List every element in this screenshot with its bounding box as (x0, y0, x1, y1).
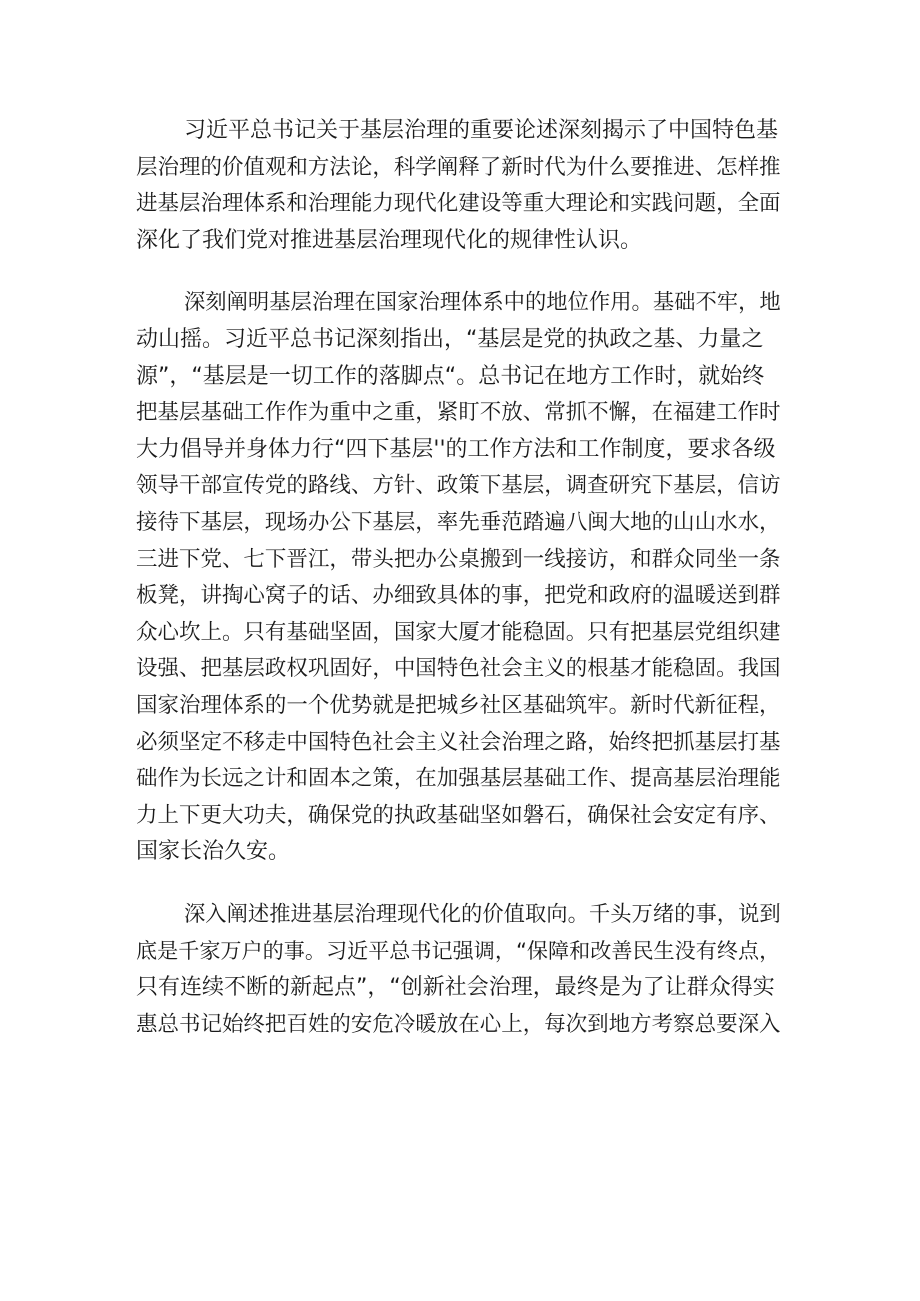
text-line: 源”，“基层是一切工作的落脚点“。总书记在地方工作时，就始终 (136, 363, 765, 389)
text-line: 底是千家万户的事。习近平总书记强调，“保障和改善民生没有终点， (136, 938, 781, 964)
text-line: 惠总书记始终把百姓的安危冷暖放在心上，每次到地方考察总要深入 (136, 1011, 781, 1037)
text-line: 国家长治久安。 (136, 839, 291, 865)
paragraph-1 (136, 113, 784, 259)
paragraph-2 (136, 285, 784, 871)
text-line: 力上下更大功夫，确保党的执政基础坚如磐石，确保社会安定有序、 (136, 802, 781, 828)
text-line: 层治理的价值观和方法论，科学阐释了新时代为什么要推进、怎样推 (136, 154, 781, 180)
text-line: 接待下基层，现场办公下基层，率先垂范踏遍八闽大地的山山水水， (136, 509, 781, 535)
text-line: 板凳，讲掏心窝子的话、办细致具体的事，把党和政府的温暖送到群 (136, 583, 781, 609)
text-line: 三进下党、七下晋江，带头把办公桌搬到一线接访，和群众同坐一条 (136, 546, 781, 572)
text-line: 国家治理体系的一个优势就是把城乡社区基础筑牢。新时代新征程， (136, 692, 781, 718)
document-body (136, 113, 784, 1069)
paragraph-3 (136, 897, 784, 1043)
text-line: 众心坎上。只有基础坚固，国家大厦才能稳固。只有把基层党组织建 (136, 619, 781, 645)
text-line: 领导干部宣传党的路线、方针、政策下基层，调查研究下基层，信访 (136, 473, 781, 499)
text-line: 大力倡导并身体力行“四下基层''的工作方法和工作制度，要求各级 (136, 436, 776, 462)
text-line: 进基层治理体系和治理能力现代化建设等重大理论和实践问题，全面 (136, 191, 781, 217)
text-line: 础作为长远之计和固本之策，在加强基层基础工作、提高基层治理能 (136, 766, 781, 792)
text-line: 深入阐述推进基层治理现代化的价值取向。千头万绪的事，说到 (184, 901, 781, 927)
text-line: 动山摇。习近平总书记深刻指出，“基层是党的执政之基、力量之 (136, 326, 764, 352)
text-line: 深刻阐明基层治理在国家治理体系中的地位作用。基础不牢，地 (184, 290, 781, 316)
text-line: 设强、把基层政权巩固好，中国特色社会主义的根基才能稳固。我国 (136, 656, 781, 682)
text-line: 只有连续不断的新起点”，“创新社会治理，最终是为了让群众得实 (136, 975, 775, 1001)
text-line: 习近平总书记关于基层治理的重要论述深刻揭示了中国特色基 (184, 118, 779, 143)
text-line: 必须坚定不移走中国特色社会主义社会治理之路，始终把抓基层打基 (136, 729, 781, 755)
text-line: 深化了我们党对推进基层治理现代化的规律性认识。 (136, 227, 643, 253)
text-line: 把基层基础工作作为重中之重，紧盯不放、常抓不懈，在福建工作时 (136, 400, 781, 426)
